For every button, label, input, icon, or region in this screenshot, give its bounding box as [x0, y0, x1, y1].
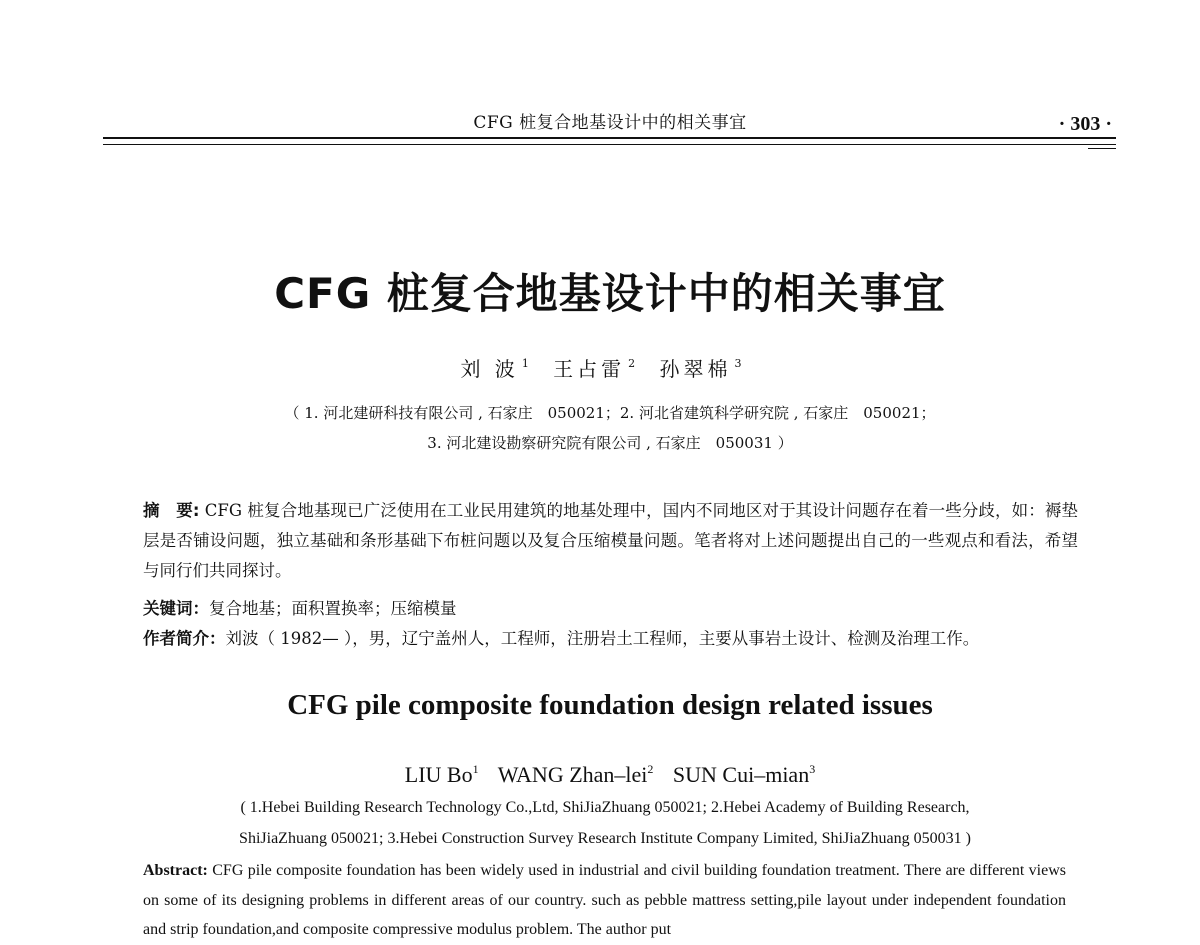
- abstract-en: [143, 856, 1066, 945]
- paper-title-en: CFG pile composite foundation design related issues: [287, 689, 933, 721]
- author-bio-cn-label: 作者简介：: [143, 629, 226, 648]
- author-name-cn: 王占雷: [553, 357, 626, 381]
- author-affil-mark: 1: [521, 357, 529, 370]
- affiliation-en-line-2: ShiJiaZhuang 050021; 3.Hebei Construction Survey Research Institute Company Limited, ShiJiaZhuang 050031 ): [239, 830, 971, 847]
- abstract-cn-label: 摘 要:: [143, 501, 200, 520]
- keywords-cn-label: 关键词：: [143, 599, 209, 618]
- header-rule-thick: [103, 137, 1116, 139]
- author-affil-mark: 2: [628, 357, 636, 370]
- affiliation-en-line-1: ( 1.Hebei Building Research Technology Co.,Ltd, ShiJiaZhuang 050021; 2.Hebei Academy of Building Research,: [240, 799, 970, 816]
- author-affil-mark: 2: [647, 762, 654, 776]
- keywords-cn: [143, 594, 1078, 624]
- author-bio-cn: [143, 624, 1078, 654]
- abstract-cn-text: CFG 桩复合地基现已广泛使用在工业民用建筑的地基处理中，国内不同地区对于其设计问题存在着一些分歧，如：褥垫层是否铺设问题，独立基础和条形基础下布桩问题以及复合压缩模量问题。笔者将对上述问题提出自己的一些观点和看法，希望与同行们共同探讨。: [143, 501, 1078, 580]
- author-name-cn: 刘 波: [460, 357, 519, 381]
- author-list-en: [0, 762, 1200, 788]
- keywords-cn-text: 复合地基；面积置换率；压缩模量: [209, 599, 457, 618]
- affiliation-cn-line-1: （ 1. 河北建研科技有限公司 , 石家庄 050021；2. 河北省建筑科学研究院 , 石家庄 050021；: [284, 404, 936, 422]
- author-affil-mark: 1: [472, 762, 479, 776]
- author-bio-cn-text: 刘波（ 1982— ），男，辽宁盖州人，工程师，注册岩土工程师，主要从事岩土设计、检测及治理工作。: [225, 629, 980, 648]
- author-name-en: LIU Bo: [404, 762, 473, 787]
- running-header-title: CFG 桩复合地基设计中的相关事宜: [473, 113, 747, 133]
- header-rule-tail: [1088, 148, 1116, 149]
- author-list-cn: [0, 353, 1200, 382]
- abstract-cn: [143, 496, 1078, 586]
- page-number: · 303 ·: [1058, 113, 1112, 135]
- author-affil-mark: 3: [734, 357, 742, 370]
- author-affil-mark: 3: [809, 762, 816, 776]
- author-name-cn: 孙翠棉: [659, 357, 732, 381]
- affiliation-cn-line-2: 3. 河北建设勘察研究院有限公司 , 石家庄 050031 ）: [427, 434, 793, 452]
- abstract-en-label: Abstract:: [143, 862, 208, 879]
- paper-title-cn: CFG 桩复合地基设计中的相关事宜: [274, 269, 946, 318]
- author-name-en: WANG Zhan–lei: [497, 762, 648, 787]
- header-rule-thin: [103, 144, 1116, 145]
- author-name-en: SUN Cui–mian: [672, 762, 810, 787]
- abstract-en-text: CFG pile composite foundation has been widely used in industrial and civil building foundation treatment. There are different views on some of its designing problems in different areas of our country. such as pebble mattress setting,pile layout under independent foundation and strip foundation,and composite compressive modulus problem. The author put: [143, 862, 1066, 938]
